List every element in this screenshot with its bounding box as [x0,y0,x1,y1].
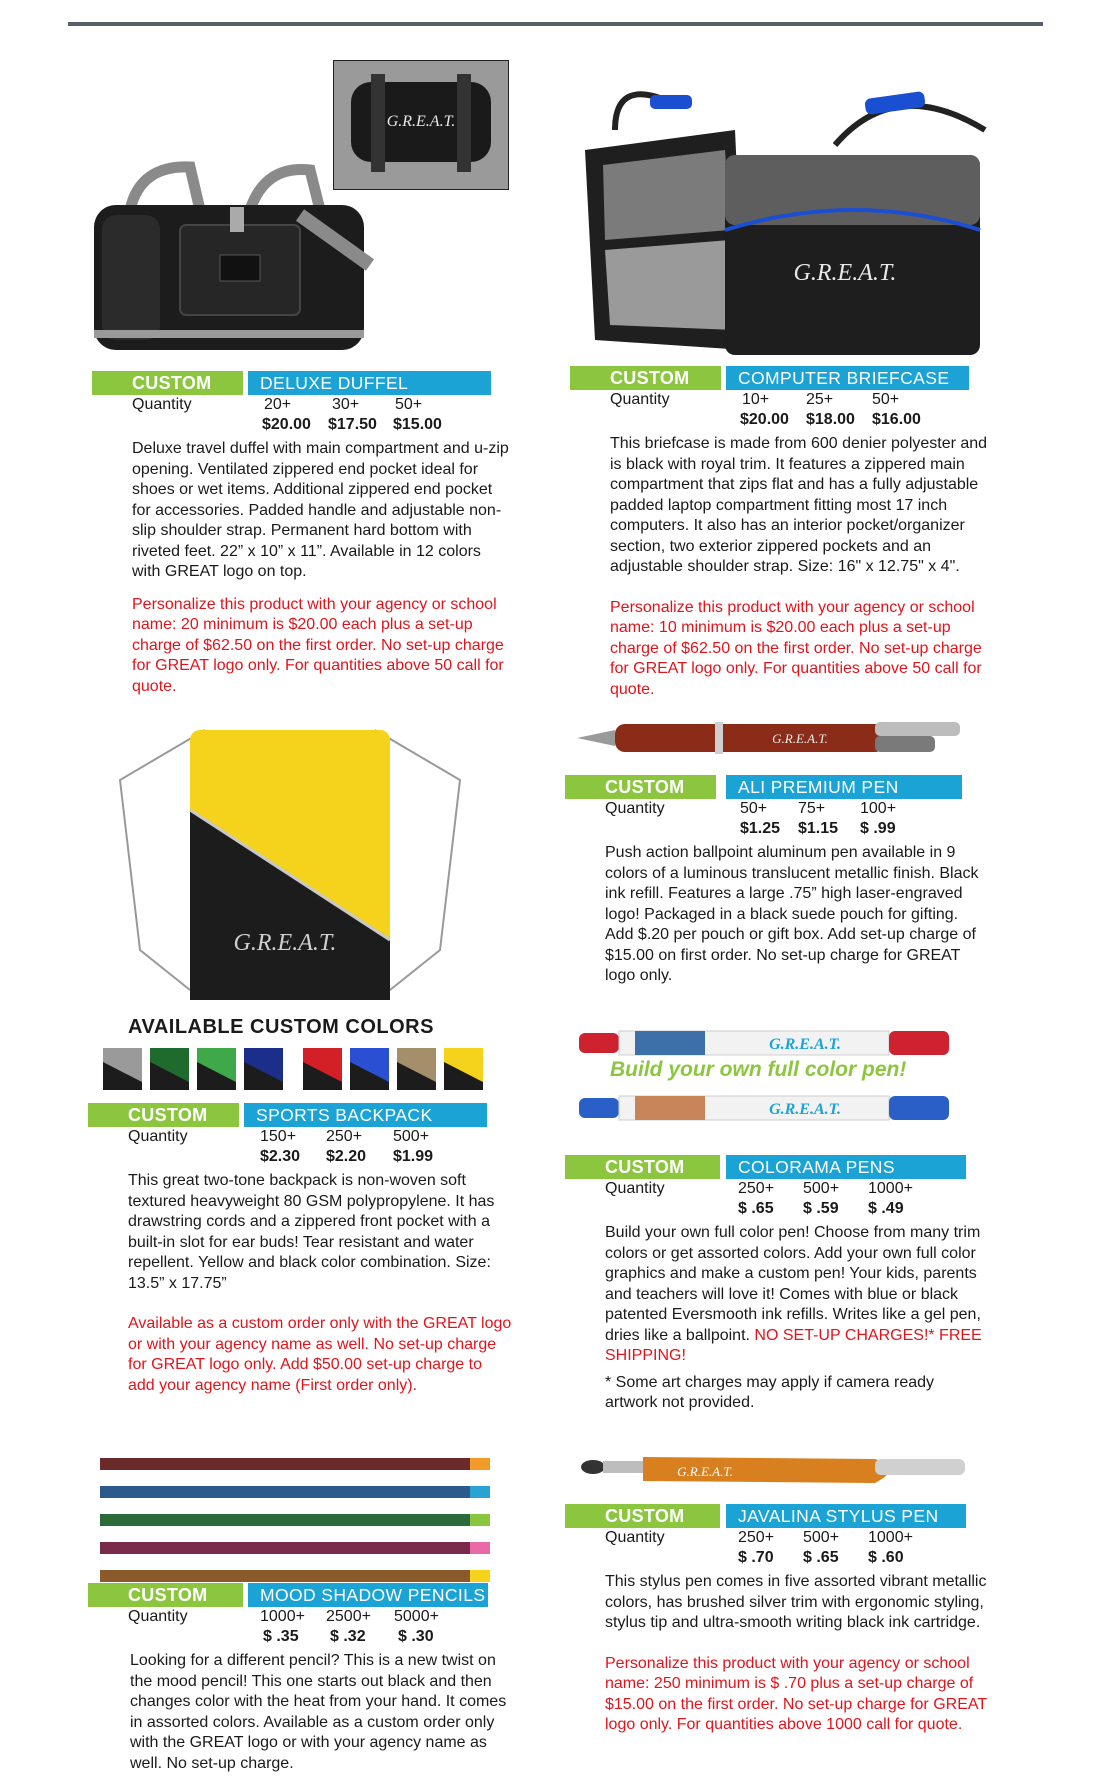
price-2: $1.15 [798,820,839,837]
personalize-note: Personalize this product with your agency or school name: 250 minimum is $ .70 plus a set-up charge of $15.00 on the first order. No set-up charge for GREAT logo only. For quantities above 1000 call for quote. [605,1654,987,1733]
availability-note: Available as a custom order only with the GREAT logo or with your agency name as well. No set-up charge for GREAT logo only. Add $50.00 set-up charge to add your agency name (First order only). [128,1315,512,1394]
product-description: Build your own full color pen! Choose from many trim colors or get assorted colors. Add your own full color graphics and make a custom pen! Your kids, parents and teachers will love it! Comes with blue or black patented Eversmooth ink refills. Writes like a gel pen, dries like a ballpoint. [605,1224,981,1344]
sports-backpack-image [110,710,470,1015]
tier-2: 2500+ [326,1608,371,1625]
duffel-logo-closeup-image [333,60,509,190]
tier-1: 1000+ [260,1608,305,1625]
available-colors-title: AVAILABLE CUSTOM COLORS [128,1016,434,1038]
tier-3: 500+ [393,1128,430,1145]
quantity-label: Quantity [605,1180,665,1197]
ali-pen-great-logo: G.R.E.A.T. [772,731,828,746]
product-name: SPORTS BACKPACK [244,1103,487,1127]
price-1: $1.25 [740,820,781,837]
price-1: $20.00 [262,416,311,433]
build-your-own-banner: Build your own full color pen! [610,1058,907,1081]
tier-3: 50+ [395,396,423,413]
price-3: $16.00 [872,411,921,428]
briefcase-great-logo: G.R.E.A.T. [793,260,897,286]
backpack-great-logo: G.R.E.A.T. [233,930,337,956]
custom-tag: CUSTOM [570,366,721,390]
tier-2: 30+ [332,396,360,413]
tier-3: 1000+ [868,1180,913,1197]
product-name: JAVALINA STYLUS PEN [726,1504,966,1528]
quantity-label: Quantity [128,1128,188,1145]
colorama-blue-great-logo: G.R.E.A.T. [769,1101,841,1118]
quantity-label: Quantity [128,1608,188,1625]
tier-2: 500+ [803,1529,840,1546]
product-name: DELUXE DUFFEL [248,371,491,395]
no-setup-notice: NO SET-UP CHARGES!* FREE SHIPPING! [605,1326,982,1364]
swatch-gray [100,1044,145,1092]
product-name: ALI PREMIUM PEN [726,775,962,799]
top-divider [68,22,1043,26]
backpack-swatches-right [300,1044,486,1094]
personalize-note: Personalize this product with your agency or school name: 20 minimum is $20.00 each plus a set-up charge of $62.50 on the first order. No set-up charge for GREAT logo only. For quantities above 50 call for quote. [132,595,504,695]
price-2: $ .32 [330,1628,366,1645]
price-3: $ .49 [868,1200,904,1217]
colorama-red-great-logo: G.R.E.A.T. [769,1036,841,1053]
custom-tag: CUSTOM [88,1103,239,1127]
backpack-swatches-left [100,1044,286,1094]
product-description: Push action ballpoint aluminum pen available in 9 colors of a luminous translucent metallic finish. Black ink refill. Features a large .75” high laser-engraved logo! Packaged in a black suede pouch for gifting. Add $.20 per pouch or gift box. Add set-up charge of $15.00 on first order. No set-up charge for GREAT logo only. [605,844,979,984]
quantity-label: Quantity [605,800,665,817]
product-ali-premium-pen [565,775,995,987]
tier-1: 150+ [260,1128,297,1145]
tier-1: 10+ [742,391,770,408]
swatch-red [300,1044,345,1092]
swatch-navy [241,1044,286,1092]
price-1: $ .65 [738,1200,774,1217]
price-1: $ .35 [263,1628,299,1645]
price-2: $ .59 [803,1200,839,1217]
tier-3: 100+ [860,800,897,817]
quantity-label: Quantity [132,396,192,413]
price-1: $20.00 [740,411,789,428]
custom-tag: CUSTOM [565,1155,720,1179]
custom-tag: CUSTOM [92,371,243,395]
product-name: MOOD SHADOW PENCILS [248,1583,488,1607]
tier-3: 50+ [872,391,900,408]
product-mood-shadow-pencils [88,1583,518,1774]
product-description: Looking for a different pencil? This is a new twist on the mood pencil! This one starts out black and then changes color with the heat from your hand. It comes in assorted colors. Available as a custom order only with the GREAT logo or with your agency name as well. No set-up charge. [130,1652,507,1772]
swatch-blue [347,1044,392,1092]
colorama-red-pen-image [575,1025,965,1061]
price-2: $ .65 [803,1549,839,1566]
quantity-label: Quantity [605,1529,665,1546]
price-1: $ .70 [738,1549,774,1566]
product-sports-backpack [88,1103,518,1396]
tier-1: 20+ [264,396,292,413]
stylus-great-logo: G.R.E.A.T. [677,1464,733,1479]
price-3: $1.99 [393,1148,434,1165]
ali-premium-pen-image [575,710,965,760]
price-1: $2.30 [260,1148,301,1165]
custom-tag: CUSTOM [565,775,716,799]
tier-1: 250+ [738,1529,775,1546]
computer-briefcase-image [575,70,995,360]
product-javalina-stylus-pen [565,1504,995,1736]
tier-3: 1000+ [868,1529,913,1546]
colorama-blue-pen-image [575,1090,965,1126]
mood-pencils-image [98,1452,498,1602]
tier-2: 500+ [803,1180,840,1197]
javalina-stylus-pen-image [575,1445,975,1505]
art-charges-footnote: * Some art charges may apply if camera ready artwork not provided. [605,1373,935,1411]
custom-tag: CUSTOM [88,1583,243,1607]
product-computer-briefcase [570,366,1000,700]
product-deluxe-duffel [92,371,522,697]
product-description: This briefcase is made from 600 denier polyester and is black with royal trim. It features a zippered main compartment that zips flat and has a fully adjustable padded laptop compartment fitting most 17 inch computers. It also has an interior pocket/organizer section, two exterior zippered pockets and an adjustable shoulder strap. Size: 16" x 12.75" x 4". [610,435,988,575]
price-2: $2.20 [326,1148,367,1165]
custom-tag: CUSTOM [565,1504,720,1528]
duffel-great-logo: G.R.E.A.T. [386,113,456,130]
price-2: $18.00 [806,411,855,428]
swatch-yellow [441,1044,486,1092]
tier-1: 50+ [740,800,768,817]
product-description: Deluxe travel duffel with main compartment and u-zip opening. Ventilated zippered end pocket ideal for shoes or wet items. Additional zippered end pocket for accessories. Padded handle and adjustable non-slip shoulder strap. Permanent hard bottom with riveted feet. 22” x 10” x 11”. Available in 12 colors with GREAT logo on top. [132,440,509,580]
personalize-note: Personalize this product with your agency or school name: 10 minimum is $20.00 each plus a set-up charge of $62.50 on the first order. No set-up charge for GREAT logo only. For quantities above 50 call for quote. [610,598,982,698]
product-description: This great two-tone backpack is non-woven soft textured heavyweight 80 GSM polypropylene. It has drawstring cords and a zippered front pocket with a built-in slot for ear buds! Tear resistant and water repellent. Yellow and black color combination. Size: 13.5” x 17.75” [128,1172,495,1292]
tier-1: 250+ [738,1180,775,1197]
swatch-green [147,1044,192,1092]
tier-2: 25+ [806,391,834,408]
price-3: $ .99 [860,820,896,837]
swatch-lime [194,1044,239,1092]
product-name: COMPUTER BRIEFCASE [726,366,969,390]
price-3: $ .30 [398,1628,434,1645]
price-2: $17.50 [328,416,377,433]
price-3: $15.00 [393,416,442,433]
tier-2: 250+ [326,1128,363,1145]
tier-3: 5000+ [394,1608,439,1625]
product-name: COLORAMA PENS [726,1155,966,1179]
product-colorama-pens [565,1155,995,1414]
product-description: This stylus pen comes in five assorted vibrant metallic colors, has brushed silver trim with ergonomic styling, stylus tip and ultra-smooth writing black ink cartridge. [605,1573,987,1631]
swatch-khaki [394,1044,439,1092]
price-3: $ .60 [868,1549,904,1566]
tier-2: 75+ [798,800,826,817]
quantity-label: Quantity [610,391,670,408]
